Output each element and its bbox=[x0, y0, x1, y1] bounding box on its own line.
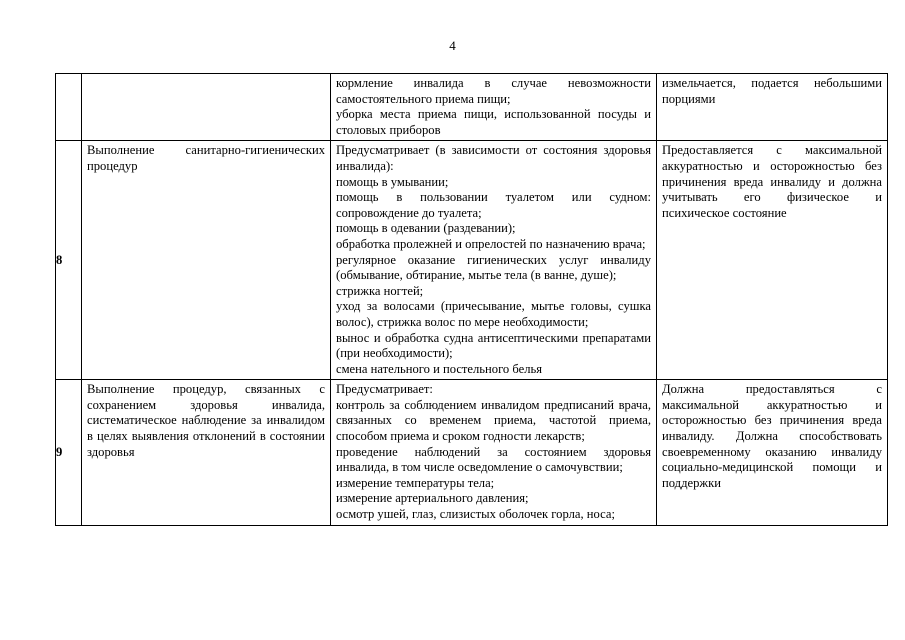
table-body bbox=[56, 74, 888, 526]
service-content-line: уборка места приема пищи, использованной посуды и столовых приборов bbox=[336, 107, 651, 137]
service-content-line: помощь в одевании (раздевании); bbox=[336, 221, 516, 236]
service-content-line: обработка пролежней и опрелостей по назначению врача; bbox=[336, 236, 646, 251]
service-name-cell bbox=[82, 74, 331, 141]
service-content-line: стрижка ногтей; bbox=[336, 283, 424, 298]
service-content-line: смена нательного и постельного белья bbox=[336, 361, 543, 376]
service-content-line: помощь в умывании; bbox=[336, 174, 449, 189]
service-requirements-cell bbox=[657, 74, 888, 141]
service-content-line: проведение наблюдений за состоянием здоровья инвалида, в том числе осведомление о самочувствии; bbox=[336, 444, 651, 475]
service-content-line: Предусматривает: bbox=[336, 382, 433, 397]
service-content-line: Предусматривает (в зависимости от состояния здоровья инвалида): bbox=[336, 143, 651, 173]
service-content-line: помощь в пользовании туалетом или судном: сопровождение до туалета; bbox=[336, 190, 651, 220]
table-row bbox=[56, 74, 888, 141]
service-content-line: измерение артериального давления; bbox=[336, 491, 529, 506]
service-requirements-line: Должна предоставляться с максимальной аккуратностью и осторожностью без причинения вреда инвалиду. Должна способствовать своевременному оказанию инвалиду социально-медицинской помощи и поддержки bbox=[662, 382, 882, 490]
service-content-line: осмотр ушей, глаз, слизистых оболочек горла, носа; bbox=[336, 507, 615, 522]
table-row bbox=[56, 380, 888, 525]
services-table bbox=[55, 73, 888, 526]
service-content-line: регулярное оказание гигиенических услуг инвалиду (обмывание, обтирание, мытье тела (в ванне, душе); bbox=[336, 252, 651, 283]
service-content-cell bbox=[331, 141, 657, 380]
service-requirements-line: измельчается, подается небольшими порциями bbox=[662, 76, 882, 106]
table-row bbox=[56, 141, 888, 380]
row-number-cell bbox=[56, 74, 82, 141]
service-content-line: измерение температуры тела; bbox=[336, 475, 495, 490]
service-content-cell bbox=[331, 380, 657, 525]
service-name-line: Выполнение санитарно-гигиенических процедур bbox=[87, 143, 325, 173]
service-name-cell bbox=[82, 141, 331, 380]
service-content-line: контроль за соблюдением инвалидом предписаний врача, связанных со временем приема, частотой приема, способом приема и сроком годности лекарств; bbox=[336, 397, 651, 444]
service-content-line: кормление инвалида в случае невозможности самостоятельного приема пищи; bbox=[336, 76, 651, 106]
page-number: 4 bbox=[449, 38, 456, 53]
service-name-cell bbox=[82, 380, 331, 525]
row-number-cell: 8 bbox=[56, 141, 82, 380]
service-requirements-line: Предоставляется с максимальной аккуратностью и осторожностью без причинения вреда инвалиду и должна учитывать его физическое и психическое состояние bbox=[662, 143, 882, 220]
service-content-line: уход за волосами (причесывание, мытье головы, сушка волос), стрижка волос по мере необходимости; bbox=[336, 299, 651, 329]
service-name-line: Выполнение процедур, связанных с сохранением здоровья инвалида, систематическое наблюдение за инвалидом в целях выявления отклонений в состоянии здоровья bbox=[87, 382, 325, 459]
service-content-cell bbox=[331, 74, 657, 141]
row-number-cell: 9 bbox=[56, 380, 82, 525]
service-requirements-cell bbox=[657, 141, 888, 380]
service-requirements-cell bbox=[657, 380, 888, 525]
service-content-line: вынос и обработка судна антисептическими препаратами (при необходимости); bbox=[336, 330, 651, 361]
